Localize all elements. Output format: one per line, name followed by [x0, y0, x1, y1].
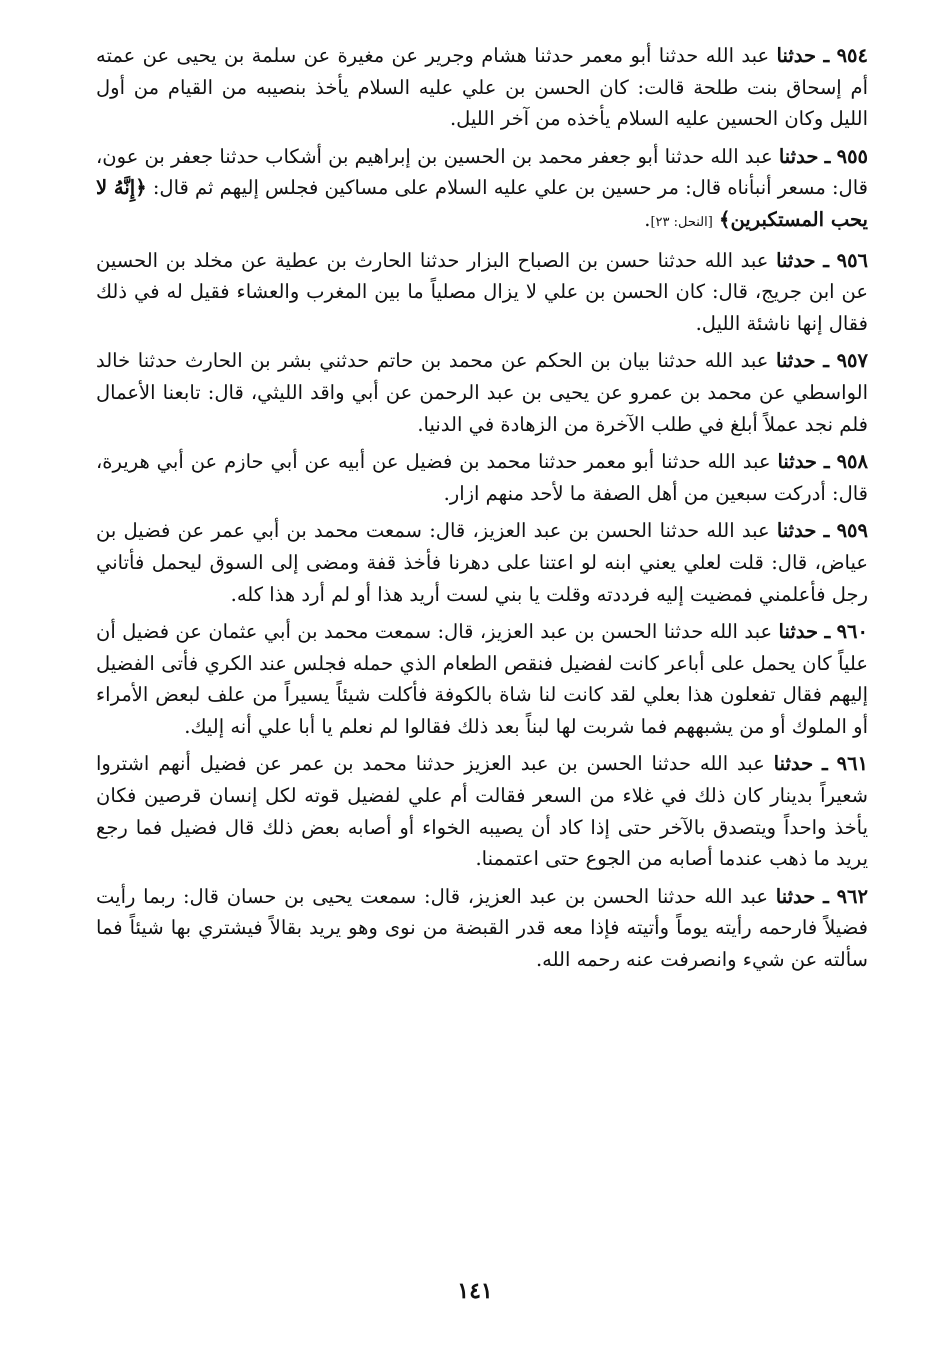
entry-keyword: حدثنا — [776, 349, 816, 373]
entry-keyword: حدثنا — [778, 144, 819, 168]
entry-dash: ـ — [823, 450, 830, 474]
hadith-entry-954 — [96, 40, 868, 135]
entry-number: ٩٦٢ — [836, 884, 868, 908]
quran-quote: ﴿إِنَّهُ لا يحب المستكبرين﴾ — [96, 176, 868, 231]
entry-text: عبد الله حدثنا أبو معمر حدثنا محمد بن فضيل عن أبيه عن أبي حازم عن أبي هريرة، قال: أدركت سبعين من أهل الصفة ما لأحد منهم ازار. — [96, 450, 868, 505]
entry-number: ٩٥٤ — [836, 44, 868, 67]
entry-keyword: حدثنا — [776, 44, 817, 67]
entry-keyword: حدثنا — [776, 519, 817, 543]
entry-number: ٩٦١ — [836, 752, 869, 776]
page-number: ١٤١ — [457, 1278, 493, 1304]
quran-reference: [النحل: ٢٣] — [650, 214, 713, 230]
entry-number: ٩٦٠ — [836, 620, 868, 644]
hadith-entry-959 — [96, 515, 868, 610]
hadith-entry-955 — [96, 141, 868, 239]
entry-number: ٩٥٨ — [836, 450, 868, 474]
entry-dash: ـ — [823, 44, 830, 67]
entry-end-mark: . — [644, 207, 651, 231]
entry-dash: ـ — [823, 248, 829, 272]
entry-keyword: حدثنا — [778, 620, 819, 644]
hadith-entry-960 — [96, 616, 868, 742]
entry-text: عبد الله حدثنا بيان بن الحكم عن محمد بن حاتم حدثني بشر بن الحارث حدثنا خالد الواسطي عن محمد بن عمرو عن يحيى بن عبد الرحمن عن أبي واقد الليثي، قال: تابعنا الأعمال فلم نجد عملاً أبلغ في طلب الآخرة من الزهادة في الدنيا. — [96, 349, 868, 436]
entry-number: ٩٥٩ — [836, 519, 868, 543]
entry-number: ٩٥٦ — [836, 248, 869, 272]
entry-keyword: حدثنا — [777, 450, 817, 474]
entry-keyword: حدثنا — [776, 248, 816, 272]
entry-dash: ـ — [822, 752, 828, 776]
hadith-entry-957 — [96, 345, 868, 440]
entry-keyword: حدثنا — [775, 884, 816, 908]
entry-keyword: حدثنا — [773, 752, 814, 776]
entry-text: عبد الله حدثنا أبو معمر حدثنا هشام وجرير عن مغيرة عن سلمة بن يحيى عن عمته أم إسحاق بنت طلحة قالت: كان الحسن بن علي عليه السلام يأخذ بنصيبه من القيام من أول الليل وكان الحسين عليه السلام يأخذه من آخر الليل. — [96, 44, 868, 131]
hadith-entry-962 — [96, 881, 868, 976]
entry-text: عبد الله حدثنا أبو جعفر محمد بن الحسين بن إبراهيم بن أشكاب حدثنا جعفر بن عون، قال: مسعر أنبأناه قال: مر حسين بن علي عليه السلام على مساكين فجلس إليهم ثم قال: — [96, 144, 868, 200]
hadith-entry-956 — [96, 245, 868, 340]
page-body — [96, 40, 868, 982]
entry-text: عبد الله حدثنا الحسن بن عبد العزيز، قال: سمعت يحيى بن حسان قال: ربما رأيت فضيلاً فارحمه رأيته يوماً وأتيته فإذا معه قدر القبضة من نوى وهو يريد بقالاً فيشتري بها شيئاً فما سألته عن شيء وانصرفت عنه رحمه الله. — [96, 884, 868, 972]
entry-text: عبد الله حدثنا الحسن بن عبد العزيز، قال: سمعت محمد بن أبي عثمان عن فضيل أن علياً كان يحمل على أباعر كانت لفضيل فنقص الطعام الذي حمله فجلس عند الكري فأتى الفضيل إليهم فقال تفعلون هذا بعلي لقد كانت لنا شاة بالكوفة فأكلت شيئاً يسيراً من علف لبعض الأمراء أو الملوك أو من يشبههم فما شربت لها لبناً بعد ذلك فقالوا لم نعلم يا أبا علي أنه إليك. — [96, 620, 868, 738]
hadith-entry-958 — [96, 446, 868, 509]
entry-text: عبد الله حدثنا حسن بن الصباح البزار حدثنا الحارث بن عطية عن مخلد بن الحسين عن ابن جريج، قال: كان الحسن بن علي لا يزال مصلياً ما بين المغرب والعشاء فقيل له في ذلك فقال إنها ناشئة الليل. — [96, 248, 868, 335]
entry-text: عبد الله حدثنا الحسن بن عبد العزيز حدثنا محمد بن عمر عن فضيل أنهم اشتروا شعيراً بدينار كان ذلك في غلاء من السعر فقالت أم علي لفضيل قوته لكل إنسان قرصين فكان يأخذ واحداً ويتصدق بالآخر حتى إذا كاد أن يصيبه الخواء أو أصابه بعض ذلك قال فضيل فما رجع يريد ما ذهب عندما أصابه من الجوع حتى اعتممنا. — [96, 752, 868, 871]
entry-number: ٩٥٥ — [836, 144, 869, 168]
hadith-entry-961 — [96, 748, 868, 874]
entry-dash: ـ — [824, 144, 831, 168]
entry-number: ٩٥٧ — [836, 349, 868, 373]
entry-dash: ـ — [823, 884, 829, 908]
entry-dash: ـ — [823, 349, 829, 373]
entry-dash: ـ — [824, 620, 831, 644]
entry-dash: ـ — [823, 519, 830, 543]
entry-text: عبد الله حدثنا الحسن بن عبد العزيز، قال: سمعت محمد بن أبي عمر عن فضيل بن عياض، قال: قلت لعلي يعني ابنه لو اعتنا على دهرنا فأخذ قفة ومضى إلى السوق ليحمل فأتاني رجل فأعلمني فمضيت إليه فرددته وقلت يا بني لست أريد هذا أو لم أرد هذا كله. — [96, 519, 868, 606]
